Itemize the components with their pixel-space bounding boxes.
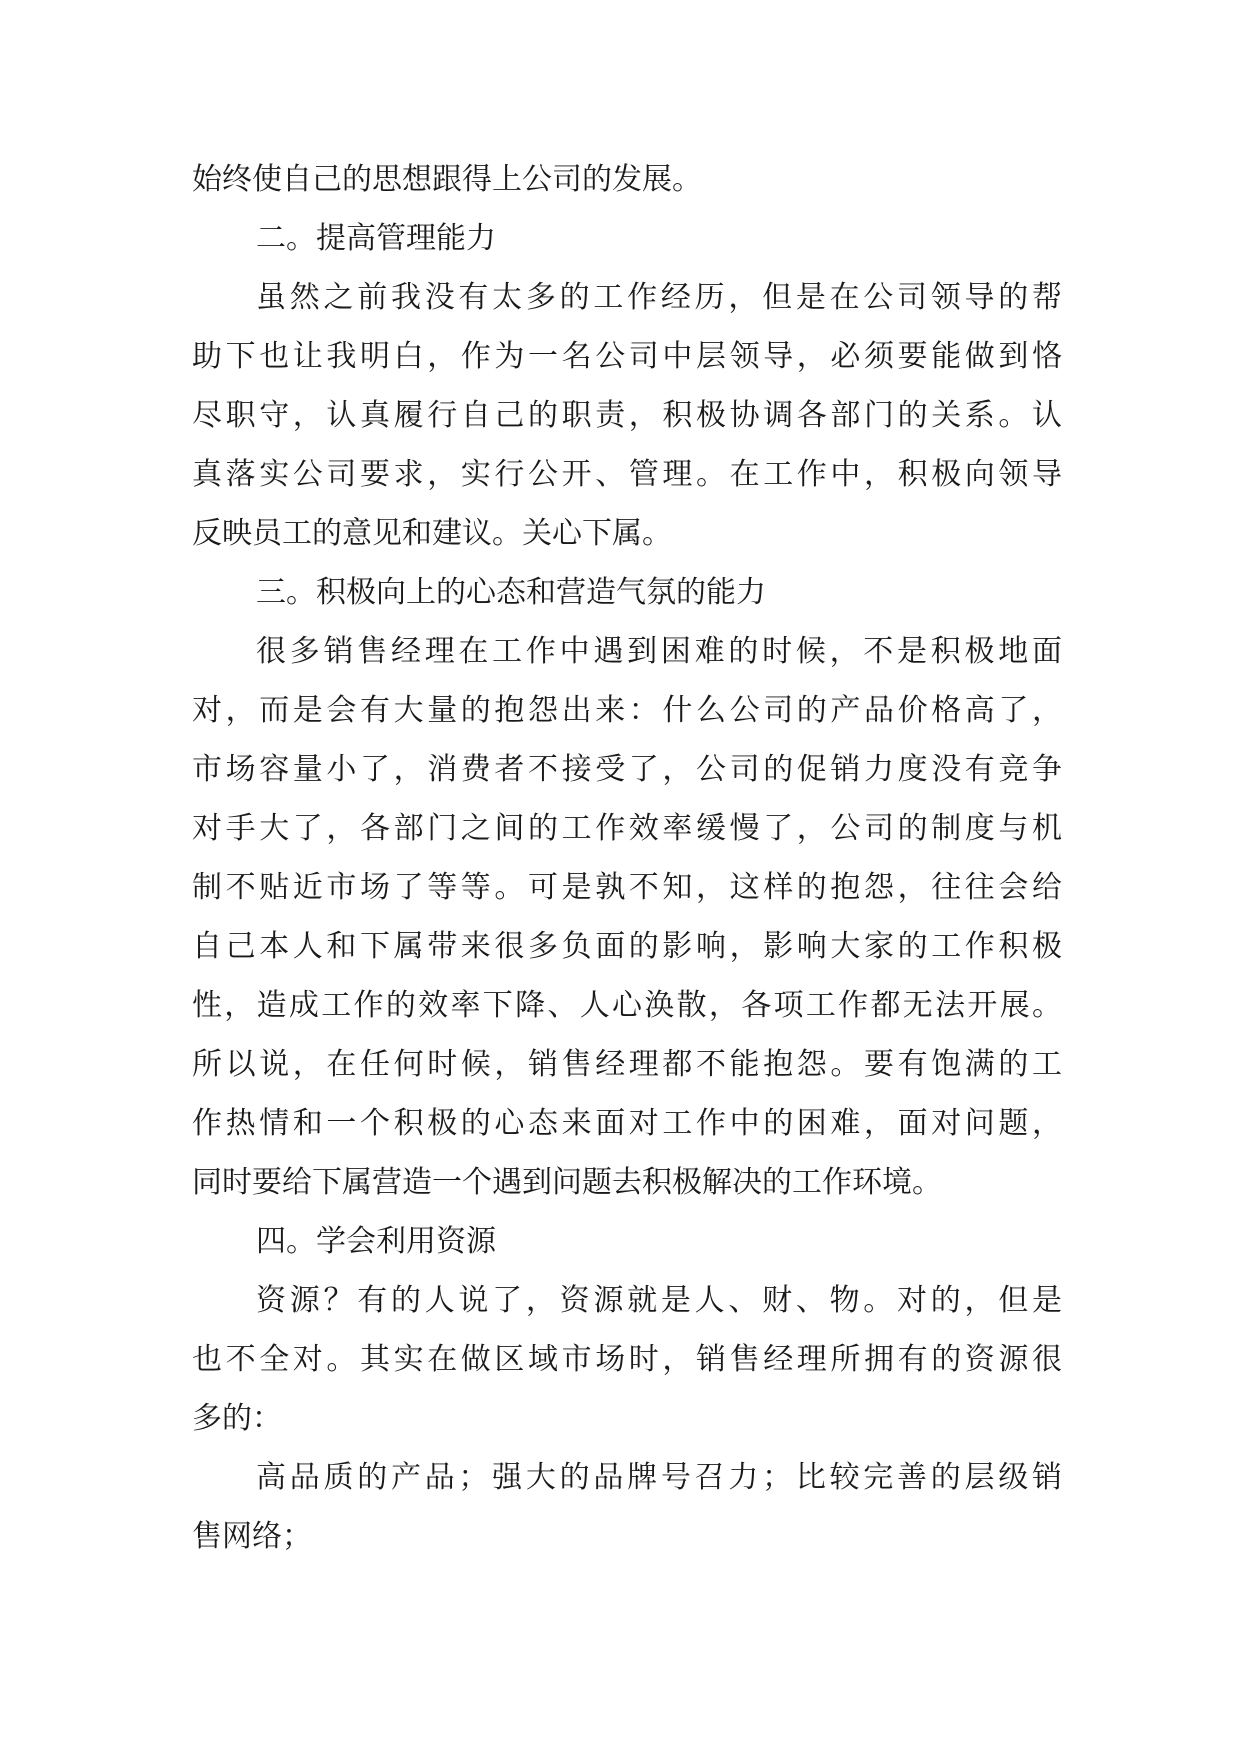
section-heading: 二。提高管理能力 — [256, 221, 496, 256]
text-line: 作热情和一个积极的心态来面对工作中的困难，面对问题， — [192, 1106, 1062, 1141]
text-line: 高品质的产品；强大的品牌号召力；比较完善的层级销 — [256, 1460, 1062, 1495]
text-line: 始终使自己的思想跟得上公司的发展。 — [192, 162, 702, 197]
text-line: 制不贴近市场了等等。可是孰不知，这样的抱怨，往往会给 — [192, 870, 1062, 905]
text-line: 尽职守，认真履行自己的职责，积极协调各部门的关系。认 — [192, 398, 1062, 433]
text-line: 资源？有的人说了，资源就是人、财、物。对的，但是 — [256, 1283, 1062, 1318]
text-line: 反映员工的意见和建议。关心下属。 — [192, 516, 672, 551]
text-line: 也不全对。其实在做区域市场时，销售经理所拥有的资源很 — [192, 1342, 1062, 1377]
text-line: 对手大了，各部门之间的工作效率缓慢了，公司的制度与机 — [192, 811, 1062, 846]
text-line: 自己本人和下属带来很多负面的影响，影响大家的工作积极 — [192, 929, 1062, 964]
text-line: 真落实公司要求，实行公开、管理。在工作中，积极向领导 — [192, 457, 1062, 492]
text-line: 很多销售经理在工作中遇到困难的时候，不是积极地面 — [256, 634, 1062, 669]
text-line: 同时要给下属营造一个遇到问题去积极解决的工作环境。 — [192, 1165, 942, 1200]
text-line: 售网络； — [192, 1519, 312, 1554]
text-line: 多的： — [192, 1401, 282, 1436]
section-heading: 三。积极向上的心态和营造气氛的能力 — [256, 575, 766, 610]
text-line: 助下也让我明白，作为一名公司中层领导，必须要能做到恪 — [192, 339, 1062, 374]
text-line: 虽然之前我没有太多的工作经历，但是在公司领导的帮 — [256, 280, 1062, 315]
text-line: 市场容量小了，消费者不接受了，公司的促销力度没有竞争 — [192, 752, 1062, 787]
section-heading: 四。学会利用资源 — [256, 1224, 496, 1259]
text-line: 性，造成工作的效率下降、人心涣散，各项工作都无法开展。 — [192, 988, 1062, 1023]
text-line: 对，而是会有大量的抱怨出来：什么公司的产品价格高了， — [192, 693, 1062, 728]
document-body — [192, 150, 1062, 1566]
text-line: 所以说，在任何时候，销售经理都不能抱怨。要有饱满的工 — [192, 1047, 1062, 1082]
